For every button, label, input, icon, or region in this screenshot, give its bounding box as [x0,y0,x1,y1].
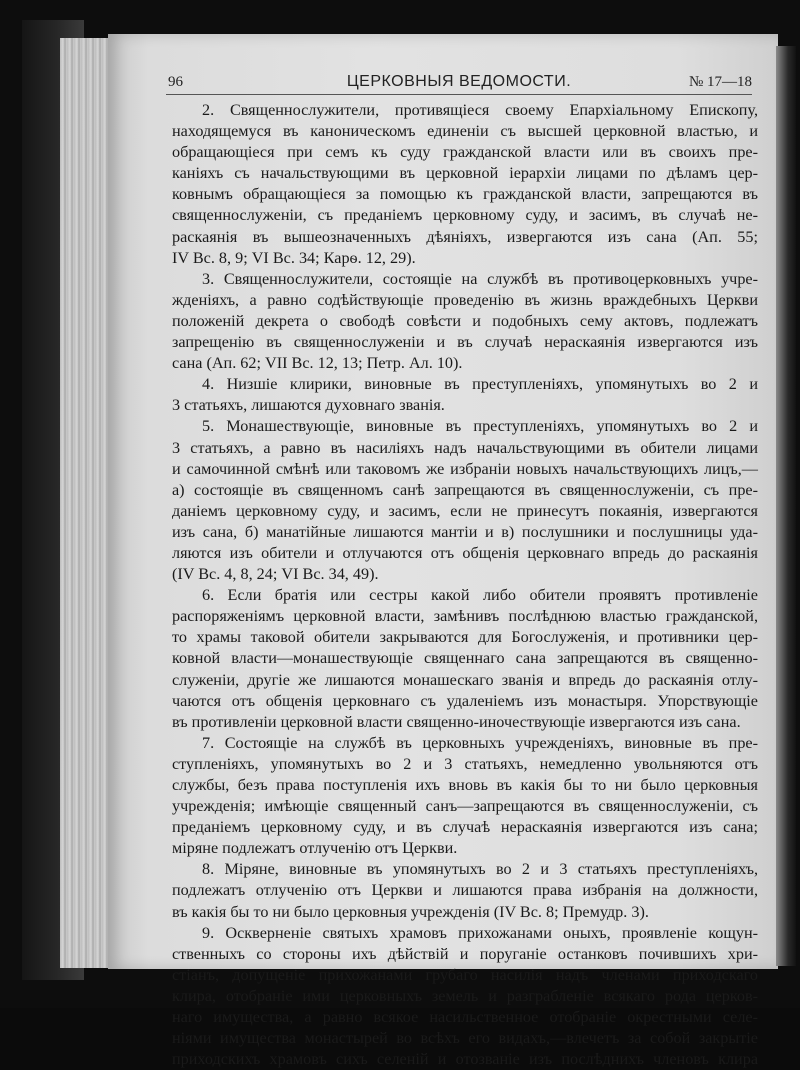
text-line: а) состоящiе въ священномъ санѣ запрещаются въ священнослуженiи, съ пре- [172,480,758,499]
page-right-edge [776,46,796,966]
text-line: ляются изъ обители и отлучаются отъ общенiя церковнаго впредь до раскаянiя [172,543,758,562]
text-line: ступленiяхъ, упомянутыхъ во 2 и 3 статьяхъ, немедленно увольняются отъ [172,754,758,773]
issue-number: № 17—18 [688,74,752,90]
text-line: наго имущества, а равно всякое насильственное отобранiе окрестными селе- [172,1008,758,1027]
text-line: служенiи, другiе же лишаются монашескаго званiя и впредь до раскаянiя отлу- [172,670,758,689]
text-line: въ противленiи церковной власти священно-иночествующiе извергаются изъ сана. [172,712,741,731]
text-line: и самочинной смѣнѣ или таковомъ же избранiи новыхъ начальствующихъ лицъ,— [172,459,758,478]
text-line: 3. Священнослужители, состоящiе на службѣ въ противоцерковныхъ учре- [202,269,758,288]
text-line: 3 статьяхъ, а равно въ насилiяхъ надъ начальствующими въ обители лицами [172,438,758,457]
text-line: данiемъ церковному суду, и засимъ, если не принесутъ покаянiя, извергаются [172,501,758,520]
text-line: 5. Монашествующiе, виновные въ преступленiяхъ, упомянутыхъ во 2 и [202,417,758,436]
text-line: клира, отобранiе ими церковныхъ земель и разграбленiе всякаго рода церков- [172,986,758,1005]
text-line: 8. Мiряне, виновные въ упомянутыхъ во 2 и 3 статьяхъ преступленiяхъ, [202,860,758,879]
text-line: 3 статьяхъ, лишаются духовнаго званiя. [172,396,445,415]
text-line: приходскихъ храмовъ сихъ селенiй и отозванiе изъ послѣднихъ членовъ клира [172,1050,758,1069]
text-line: стiанъ, допущенiе прихожанами грубаго насилiя надъ членами приходскаго [172,965,758,984]
text-line: чаются отъ общенiя церковнаго съ удаленiемъ изъ монастыря. Упорствующiе [172,691,758,710]
header-rule [166,94,752,95]
text-line: въ какiя бы то ни было церковныя учрежденiя (IV Вс. 8; Премудр. 3). [172,902,649,921]
text-line: то храмы таковой обители закрываются для Богослуженiя, и противники цер- [172,628,758,647]
text-line: обращающiеся при семъ къ суду гражданской власти или въ своихъ пре- [172,143,758,162]
text-line: IV Вс. 8, 9; VI Вс. 34; Карѳ. 12, 29). [172,248,416,267]
text-line: (IV Вс. 4, 8, 24; VI Вс. 34, 49). [172,565,379,584]
journal-title: ЦЕРКОВНЫЯ ВЕДОМОСТИ. [346,73,572,90]
page-number: 96 [168,74,183,90]
text-line: мiряне подлежатъ отлученiю отъ Церкви. [172,839,458,858]
text-line: ковнымъ обращающiеся за помощью къ гражданской власти, запрещаются въ [172,185,758,204]
text-line: нiями имущества монастырей во всѣхъ его видахъ,—влечетъ за собой закрытiе [172,1029,758,1048]
text-line: положенiй декрета о свободѣ совѣсти и подобныхъ сему актовъ, подлежатъ [172,311,758,330]
text-line: преданiемъ церковному суду, и въ случаѣ нераскаянiя извергаются изъ сана; [172,818,758,837]
text-line: распоряженiямъ церковной власти, замѣнивъ послѣднюю властью гражданской, [172,607,758,626]
text-line: 4. Низшiе клирики, виновные въ преступленiяхъ, упомянутыхъ во 2 и [202,375,758,394]
text-line: службы, безъ права поступленiя ихъ вновь въ какiя бы то ни было церковныя [172,776,758,794]
text-line: подлежатъ отлученiю отъ Церкви и лишаются права избранiя на должности, [172,881,758,900]
text-line: ственныхъ со стороны ихъ дѣйствiй и поруганiе останковъ почившихъ хри- [172,944,758,963]
body-text [172,100,758,1070]
text-line: находящемуся въ каноническомъ единенiи съ высшей церковной властью, и [172,122,758,141]
text-line: канiяхъ съ начальствующими въ церковной iерархiи лицами по дѣламъ цер- [172,164,758,183]
text-line: 7. Состоящiе на службѣ въ церковныхъ учрежденiяхъ, виновные въ пре- [202,733,758,752]
text-line: раскаянiя въ вышеозначенныхъ дѣянiяхъ, извергаются изъ сана (Ап. 55; [172,227,758,246]
text-line: 9. Оскверненiе святыхъ храмовъ прихожанами оныхъ, проявленiе кощун- [202,923,758,942]
text-line: 6. Если братiя или сестры какой либо обители проявятъ противленiе [202,586,758,605]
text-line: жденiяхъ, а равно содѣйствующiе проведенiю въ жизнь враждебныхъ Церкви [172,290,758,309]
text-line: ковной власти—монашествующiе священнаго сана запрещаются въ священно- [172,649,758,668]
text-line: запрещенiю въ священнослуженiи и въ случаѣ нераскаянiя извергаются изъ [172,333,758,352]
text-line: 2. Священнослужители, противящiеся своему Епархiальному Епископу, [202,101,758,119]
text-line: сана (Ап. 62; VII Вс. 12, 13; Петр. Ал. 10). [172,354,463,373]
text-line: священнослуженiи, съ преданiемъ церковному суду, и засимъ, въ случаѣ не- [172,206,758,225]
text-line: учрежденiя; имѣющiе священный санъ—запрещаются въ священнослуженiи, съ [172,797,758,816]
running-header [166,72,752,94]
text-line: изъ сана, б) манатiйные лишаются мантiи и в) послушники и послушницы уда- [172,522,758,541]
